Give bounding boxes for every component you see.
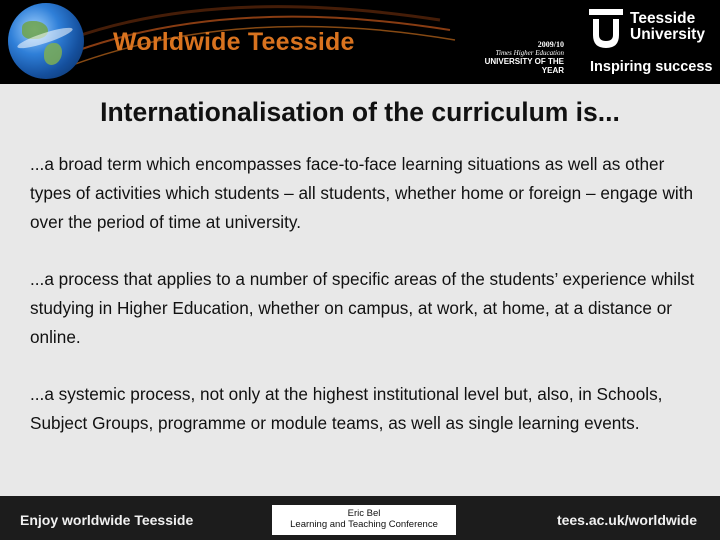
paragraph-2: ...a process that applies to a number of specific areas of the students’ experience whilst studying in Higher Education, whether on campus, at work, at home, at a distance or online. [30,269,695,347]
university-name-line1: Teesside [630,10,696,27]
award-year: 2009/10 [537,40,564,49]
award-title: UNIVERSITY OF THE YEAR [484,57,564,75]
award-publisher: Times Higher Education [495,49,564,57]
globe-icon [8,3,84,79]
slide-title: Internationalisation of the curriculum is... [100,97,620,127]
caption-event: Learning and Teaching Conference [290,519,438,530]
footer-url: tees.ac.uk/worldwide [556,512,697,528]
university-logo-icon [589,9,623,49]
paragraph-3: ...a systemic process, not only at the highest institutional level but, also, in Schools, Subject Groups, programme or module teams, as well as single learning events. [30,384,663,433]
university-name [630,11,705,43]
university-name-line2: University [630,26,705,43]
paragraph-1: ...a broad term which encompasses face-to-face learning situations as well as other types of activities which students – all students, whether home or foreign – engage with over the period of time at university. [30,154,694,232]
footer-slogan: Enjoy worldwide Teesside [20,512,194,528]
brand-title: Worldwide Teesside [113,28,355,56]
tagline: Inspiring success [590,59,713,75]
header-banner [0,0,720,84]
caption-presenter: Eric Bel [347,508,381,519]
presenter-caption [272,505,456,535]
award-badge [468,40,564,75]
